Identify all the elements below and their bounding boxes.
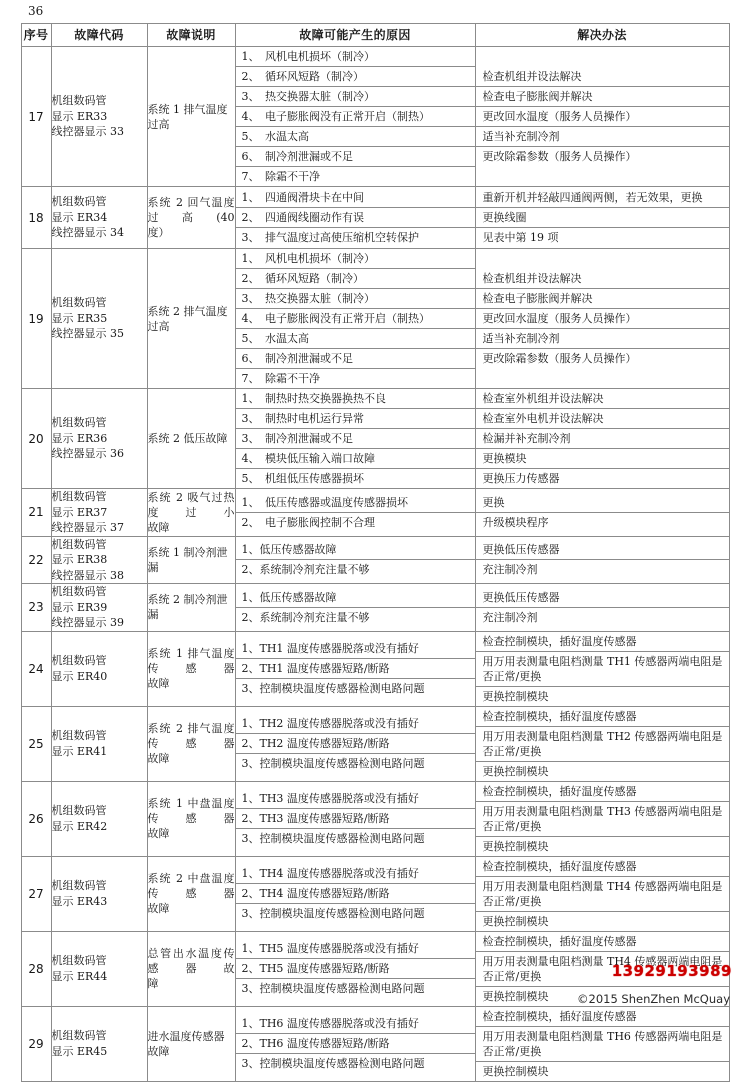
table-row: [21, 187, 729, 249]
row-number: 20: [21, 389, 51, 489]
cause-item: 3、 排气温度过高使压缩机空转保护: [241, 231, 419, 244]
fault-code-line: 显示 ER34: [51, 210, 108, 224]
row-number: 21: [21, 489, 51, 537]
header-code: 故障代码: [51, 24, 147, 47]
cause-item: 1、 制热时热交换器换热不良: [236, 389, 475, 409]
fault-description-cell: [147, 187, 235, 249]
fault-code-cell: [51, 1006, 147, 1081]
table-row: [21, 536, 729, 584]
fault-description-line: 系统 1 中盘温度传感器: [147, 797, 235, 825]
fault-code-line: 线控器显示 37: [51, 521, 124, 534]
row-number: 17: [21, 47, 51, 187]
solution-list: [476, 389, 729, 488]
fault-code-cell: [51, 389, 147, 489]
cause-item: 1、 风机电机损坏（制冷）: [236, 47, 475, 67]
row-number: 18: [21, 187, 51, 249]
cause-item: 2、 循环风短路（制冷）: [236, 67, 475, 87]
cause-item: 2、TH2 温度传感器短路/断路: [236, 734, 475, 754]
cause-item: 2、系统制冷剂充注量不够: [241, 563, 370, 577]
solution-item: 更换控制模块: [482, 764, 549, 778]
fault-cause-cell: [235, 584, 475, 632]
fault-description-cell: [147, 1006, 235, 1081]
solution-item: 更换控制模块: [482, 689, 549, 703]
fault-cause-cell: [235, 536, 475, 584]
fault-description-line: 系统 2 吸气过热度过小: [147, 490, 235, 519]
cause-item: 3、控制模块温度传感器检测电路问题: [241, 682, 425, 695]
fault-solution-cell: [475, 47, 729, 187]
fault-code-cell: [51, 631, 147, 706]
header-solution: 解决办法: [475, 24, 729, 47]
fault-code-line: 显示 ER44: [51, 969, 108, 983]
solution-item: 用万用表测量电阻档测量 TH3 传感器两端电阻是否正常/更换: [476, 802, 729, 837]
solution-list: [476, 632, 729, 706]
cause-item: 2、TH3 温度传感器短路/断路: [236, 809, 475, 829]
fault-description-line: 系统 2 排气温度传感器: [147, 722, 235, 750]
solution-item: 更换: [476, 493, 729, 513]
fault-description-line: 系统 1 排气温度传感器: [147, 647, 235, 675]
fault-code-line: 显示 ER39: [51, 600, 108, 614]
fault-description-line: 故障: [147, 827, 170, 840]
fault-code-line: 机组数码管: [51, 490, 107, 503]
fault-code-cell: [51, 856, 147, 931]
table-header: [21, 24, 729, 47]
fault-code-cell: [51, 187, 147, 249]
fault-cause-cell: [235, 781, 475, 856]
table-row: [21, 856, 729, 931]
fault-code-line: 机组数码管: [51, 879, 107, 892]
fault-code-cell: [51, 931, 147, 1006]
cause-item: 4、 模块低压输入端口故障: [236, 449, 475, 469]
fault-code-line: 显示 ER40: [51, 669, 108, 683]
row-number: 22: [21, 536, 51, 584]
fault-code-line: 机组数码管: [51, 296, 107, 310]
solution-item: 检查控制模块，插好温度传感器: [476, 632, 729, 652]
fault-cause-cell: [235, 931, 475, 1006]
cause-item: 1、TH2 温度传感器脱落或没有插好: [236, 714, 475, 734]
fault-code-cell: [51, 706, 147, 781]
fault-cause-cell: [235, 1006, 475, 1081]
cause-item: 3、控制模块温度传感器检测电路问题: [241, 832, 425, 845]
solution-item: 检查控制模块，插好温度传感器: [476, 932, 729, 952]
cause-item: 2、 循环风短路（制冷）: [236, 269, 475, 289]
solution-list: [476, 782, 729, 856]
fault-code-line: 显示 ER42: [51, 819, 108, 833]
table-row: [21, 706, 729, 781]
table-row: [21, 1006, 729, 1081]
fault-code-line: 线控器显示 36: [51, 447, 124, 461]
cause-item: 2、TH6 温度传感器短路/断路: [236, 1034, 475, 1054]
fault-description-cell: [147, 47, 235, 187]
solution-item: 用万用表测量电阻档测量 TH6 传感器两端电阻是否正常/更换: [476, 1027, 729, 1062]
cause-item: 3、控制模块温度传感器检测电路问题: [241, 907, 425, 920]
fault-code-line: 显示 ER36: [51, 431, 108, 445]
solution-list: [476, 1007, 729, 1081]
solution-item: 适当补充制冷剂: [476, 127, 729, 147]
solution-item: 更改回水温度（服务人员操作）: [476, 107, 729, 127]
fault-cause-cell: [235, 856, 475, 931]
fault-solution-cell: [475, 389, 729, 489]
fault-solution-cell: [475, 489, 729, 537]
fault-code-line: 显示 ER35: [51, 311, 108, 325]
fault-description-cell: [147, 536, 235, 584]
solution-item: 检查控制模块，插好温度传感器: [476, 857, 729, 877]
cause-item: 3、控制模块温度传感器检测电路问题: [241, 1057, 425, 1070]
cause-item: 3、控制模块温度传感器检测电路问题: [241, 757, 425, 770]
cause-item: 2、TH1 温度传感器短路/断路: [236, 659, 475, 679]
fault-solution-cell: [475, 706, 729, 781]
header-desc: 故障说明: [147, 24, 235, 47]
fault-code-table: [21, 23, 730, 1082]
fault-code-line: 线控器显示 34: [51, 226, 124, 240]
fault-code-cell: [51, 781, 147, 856]
cause-list: [236, 714, 475, 773]
fault-solution-cell: [475, 187, 729, 249]
fault-description-line: 系统 2 回气温度过高(40: [147, 196, 235, 224]
fault-solution-cell: [475, 1006, 729, 1081]
fault-solution-cell: [475, 536, 729, 584]
fault-description-line: 度）: [147, 226, 170, 239]
cause-list: [236, 493, 475, 532]
cause-list: [236, 389, 475, 488]
cause-item: 1、 四通阀滑块卡在中间: [236, 188, 475, 208]
fault-code-cell: [51, 584, 147, 632]
cause-item: 7、 除霜不干净: [241, 170, 320, 183]
cause-item: 6、 制冷剂泄漏或不足: [236, 147, 475, 167]
header-cause: 故障可能产生的原因: [235, 24, 475, 47]
cause-item: 2、TH4 温度传感器短路/断路: [236, 884, 475, 904]
fault-solution-cell: [475, 631, 729, 706]
fault-code-line: 显示 ER45: [51, 1044, 108, 1058]
cause-list: [236, 540, 475, 579]
cause-item: 1、 低压传感器或温度传感器损坏: [236, 493, 475, 513]
cause-item: 4、 电子膨胀阀没有正常开启（制热）: [236, 107, 475, 127]
fault-code-line: 机组数码管: [51, 729, 107, 742]
cause-item: 1、TH6 温度传感器脱落或没有插好: [236, 1014, 475, 1034]
solution-item: 充注制冷剂: [482, 610, 538, 624]
cause-item: 3、控制模块温度传感器检测电路问题: [241, 982, 425, 995]
fault-code-line: 显示 ER43: [51, 894, 108, 908]
table-row: [21, 47, 729, 187]
fault-solution-cell: [475, 249, 729, 389]
solution-item: 更换模块: [476, 449, 729, 469]
solution-item: 更改除霜参数（服务人员操作）: [482, 150, 637, 163]
cause-item: 6、 制冷剂泄漏或不足: [236, 349, 475, 369]
solution-list: [476, 588, 729, 627]
solution-item: 升级模块程序: [482, 515, 549, 529]
cause-item: 7、 除霜不干净: [241, 372, 320, 385]
table-row: [21, 584, 729, 632]
solution-item: 检漏并补充制冷剂: [476, 429, 729, 449]
row-number: 26: [21, 781, 51, 856]
fault-description-line: 故障: [147, 677, 170, 690]
copyright-footer: ©2015 ShenZhen McQuay: [577, 992, 730, 1006]
fault-code-line: 机组数码管: [51, 585, 107, 598]
solution-item: 检查机组并设法解决: [476, 67, 729, 87]
solution-item: 检查电子膨胀阀并解决: [476, 87, 729, 107]
fault-code-line: 显示 ER33: [51, 109, 108, 123]
solution-item: 见表中第 19 项: [482, 231, 559, 244]
solution-item: 用万用表测量电阻档测量 TH2 传感器两端电阻是否正常/更换: [476, 727, 729, 762]
fault-description-line: 故障: [147, 520, 170, 534]
solution-item: 用万用表测量电阻档测量 TH4 传感器两端电阻是否正常/更换: [476, 952, 729, 987]
row-number: 23: [21, 584, 51, 632]
fault-code-line: 显示 ER37: [51, 505, 108, 519]
fault-code-line: 机组数码管: [51, 537, 107, 551]
solution-item: 重新开机并轻敲四通阀两侧，若无效果，更换: [476, 188, 729, 208]
cause-item: 2、 四通阀线圈动作有误: [236, 208, 475, 228]
cause-item: 4、 电子膨胀阀没有正常开启（制热）: [236, 309, 475, 329]
fault-code-cell: [51, 249, 147, 389]
solution-item: 适当补充制冷剂: [476, 329, 729, 349]
fault-code-line: 线控器显示 35: [51, 327, 124, 341]
fault-description-line: 系统 1 制冷剂泄漏: [147, 545, 228, 574]
solution-item: 检查控制模块，插好温度传感器: [476, 782, 729, 802]
solution-item: 检查室外机组并设法解决: [476, 389, 729, 409]
phone-watermark: 13929193989: [611, 962, 732, 980]
fault-cause-cell: [235, 631, 475, 706]
solution-item: 更换压力传感器: [482, 472, 560, 485]
solution-item: 更换低压传感器: [476, 540, 729, 560]
fault-cause-cell: [235, 489, 475, 537]
fault-solution-cell: [475, 781, 729, 856]
fault-code-line: 线控器显示 38: [51, 568, 124, 582]
table-row: [21, 389, 729, 489]
fault-description-cell: [147, 931, 235, 1006]
fault-cause-cell: [235, 706, 475, 781]
fault-cause-cell: [235, 389, 475, 489]
solution-item: 更换控制模块: [482, 989, 549, 1003]
fault-code-line: 机组数码管: [51, 1029, 107, 1042]
solution-item: 更换线圈: [476, 208, 729, 228]
solution-list: [476, 707, 729, 781]
table-row: [21, 781, 729, 856]
fault-code-line: 机组数码管: [51, 94, 107, 108]
fault-code-cell: [51, 536, 147, 584]
cause-item: 1、TH3 温度传感器脱落或没有插好: [236, 789, 475, 809]
fault-description-line: 障: [147, 977, 159, 990]
row-number: 24: [21, 631, 51, 706]
solution-item: 更改除霜参数（服务人员操作）: [482, 352, 637, 365]
cause-item: 5、 水温太高: [236, 127, 475, 147]
solution-item: 更换控制模块: [482, 914, 549, 928]
cause-item: 1、TH1 温度传感器脱落或没有插好: [236, 639, 475, 659]
fault-description-cell: [147, 584, 235, 632]
cause-item: 1、低压传感器故障: [236, 588, 475, 608]
fault-description-cell: [147, 856, 235, 931]
row-number: 28: [21, 931, 51, 1006]
cause-item: 1、 风机电机损坏（制冷）: [236, 249, 475, 269]
fault-code-line: 线控器显示 33: [51, 125, 124, 139]
solution-list: [476, 269, 729, 368]
page-number: 36: [28, 4, 44, 18]
cause-list: [236, 188, 475, 247]
row-number: 29: [21, 1006, 51, 1081]
cause-list: [236, 789, 475, 848]
solution-item: 检查电子膨胀阀并解决: [476, 289, 729, 309]
fault-solution-cell: [475, 584, 729, 632]
row-number: 25: [21, 706, 51, 781]
fault-description-cell: [147, 389, 235, 489]
fault-description-line: 系统 1 排气温度过高: [147, 102, 228, 131]
fault-code-cell: [51, 489, 147, 537]
fault-description-line: 系统 2 制冷剂泄漏: [147, 593, 228, 622]
fault-code-line: 显示 ER41: [51, 744, 108, 758]
fault-description-line: 进水温度传感器故障: [147, 1029, 225, 1058]
solution-item: 充注制冷剂: [482, 563, 538, 577]
fault-description-line: 总管出水温度传感器故: [147, 947, 235, 975]
cause-item: 3、 热交换器太脏（制冷）: [236, 289, 475, 309]
cause-item: 3、 制冷剂泄漏或不足: [236, 429, 475, 449]
fault-description-line: 系统 2 中盘温度传感器: [147, 872, 235, 900]
solution-list: [476, 857, 729, 931]
fault-description-cell: [147, 631, 235, 706]
cause-list: [236, 1014, 475, 1073]
fault-description-cell: [147, 489, 235, 537]
solution-item: 更换低压传感器: [476, 588, 729, 608]
fault-solution-cell: [475, 856, 729, 931]
cause-list: [236, 249, 475, 388]
solution-list: [476, 188, 729, 247]
solution-list: [476, 67, 729, 166]
cause-item: 5、 机组低压传感器损坏: [241, 472, 364, 485]
cause-item: 3、 热交换器太脏（制冷）: [236, 87, 475, 107]
table-row: [21, 631, 729, 706]
cause-item: 2、系统制冷剂充注量不够: [241, 610, 370, 624]
solution-item: 更换控制模块: [482, 839, 549, 853]
solution-item: 检查控制模块，插好温度传感器: [476, 1007, 729, 1027]
cause-item: 2、 电子膨胀阀控制不合理: [241, 515, 375, 529]
cause-list: [236, 588, 475, 627]
solution-item: 更换控制模块: [482, 1064, 549, 1078]
fault-description-cell: [147, 781, 235, 856]
fault-code-line: 线控器显示 39: [51, 616, 124, 629]
cause-list: [236, 47, 475, 186]
solution-list: [476, 493, 729, 532]
table-row: [21, 489, 729, 537]
fault-code-line: 机组数码管: [51, 416, 107, 430]
cause-item: 3、 制热时电机运行异常: [236, 409, 475, 429]
solution-item: 更改回水温度（服务人员操作）: [476, 309, 729, 329]
cause-item: 2、TH5 温度传感器短路/断路: [236, 959, 475, 979]
cause-item: 5、 水温太高: [236, 329, 475, 349]
cause-list: [236, 639, 475, 698]
header-no: 序号: [21, 24, 51, 47]
fault-code-line: 机组数码管: [51, 804, 107, 817]
solution-item: 用万用表测量电阻档测量 TH4 传感器两端电阻是否正常/更换: [476, 877, 729, 912]
fault-code-line: 机组数码管: [51, 954, 107, 967]
cause-list: [236, 939, 475, 998]
fault-description-line: 故障: [147, 752, 170, 765]
fault-code-line: 机组数码管: [51, 654, 107, 667]
cause-list: [236, 864, 475, 923]
fault-code-line: 显示 ER38: [51, 553, 108, 566]
solution-item: 检查机组并设法解决: [476, 269, 729, 289]
cause-item: 1、TH4 温度传感器脱落或没有插好: [236, 864, 475, 884]
solution-item: 用万用表测量电阻档测量 TH1 传感器两端电阻是否正常/更换: [476, 652, 729, 687]
solution-item: 检查室外电机并设法解决: [476, 409, 729, 429]
fault-description-cell: [147, 249, 235, 389]
cause-item: 1、TH5 温度传感器脱落或没有插好: [236, 939, 475, 959]
row-number: 27: [21, 856, 51, 931]
fault-description-cell: [147, 706, 235, 781]
row-number: 19: [21, 249, 51, 389]
solution-list: [476, 540, 729, 579]
table-row: [21, 249, 729, 389]
fault-code-line: 机组数码管: [51, 195, 107, 209]
fault-description-line: 系统 2 低压故障: [147, 432, 228, 445]
solution-item: 检查控制模块，插好温度传感器: [476, 707, 729, 727]
fault-cause-cell: [235, 47, 475, 187]
fault-code-cell: [51, 47, 147, 187]
fault-description-line: 系统 2 排气温度过高: [147, 304, 228, 333]
header-row: [21, 24, 729, 47]
fault-description-line: 故障: [147, 902, 170, 915]
fault-cause-cell: [235, 249, 475, 389]
fault-cause-cell: [235, 187, 475, 249]
table-body: [21, 47, 729, 1082]
cause-item: 1、低压传感器故障: [236, 540, 475, 560]
